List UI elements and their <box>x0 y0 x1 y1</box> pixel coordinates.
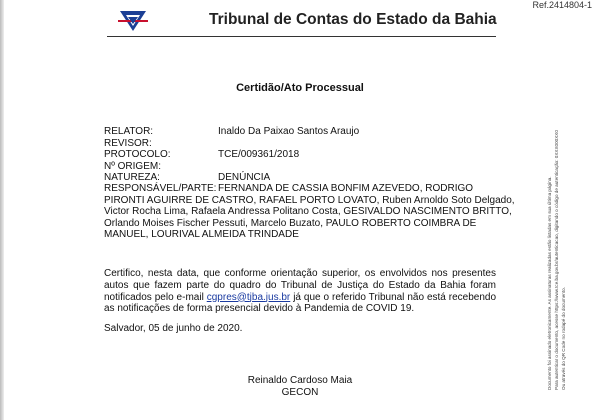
parties-label: RESPONSÁVEL/PARTE: <box>104 183 217 194</box>
document-title: Certidão/Ato Processual <box>236 82 364 94</box>
side-note-line-3: Ou através do QR Code no rodapé do documento. <box>561 287 566 390</box>
document-header <box>117 6 497 36</box>
organization-name: Tribunal de Contas do Estado da Bahia <box>209 11 497 28</box>
field-value-protocolo: TCE/009361/2018 <box>218 149 300 160</box>
field-value-natureza: DENÚNCIA <box>218 172 271 183</box>
field-label-relator: RELATOR: <box>104 126 154 137</box>
parties-line-2: PIRONTI AGUIRRE DE CASTRO, RAFAEL PORTO LOVATO, Ruben Arnoldo Soto Delgado, <box>104 194 515 206</box>
header-rule <box>107 36 496 37</box>
parties-line-3: Victor Rocha Lima, Rafaela Andressa Politano Costa, GESIVALDO NASCIMENTO BRITTO, <box>104 206 512 217</box>
field-label-natureza: NATUREZA: <box>104 172 160 183</box>
email-link[interactable]: cgpres@tjba.jus.br <box>206 291 291 303</box>
field-value-relator: Inaldo Da Paixao Santos Araujo <box>218 126 360 137</box>
field-label-origem: Nº ORIGEM: <box>104 160 161 172</box>
parties-line-5: MANUEL, LOURIVAL ALMEIDA TRINDADE <box>104 229 299 240</box>
tce-logo <box>117 8 149 34</box>
signer-unit: GECON <box>281 387 319 398</box>
side-note-line-1: Documento foi assinado eletronicamente. As assinaturas realizadas estão listadas em sua última página. <box>547 176 552 390</box>
certificate-text <box>104 268 496 315</box>
side-note-line-2: Para autenticar o documento, acesse https://www.tce.ba.gov.br/autenticacao, digitando o código de autenticação: 0XXX000XX0 <box>554 130 559 390</box>
field-label-protocolo: PROTOCOLO: <box>104 149 171 160</box>
parties-line-4: Orlando Moises Fischer Pessuti, Marcelo Buzato, PAULO ROBERTO COIMBRA DE <box>104 217 477 229</box>
certificate-text-after: já que o referido Tribunal não está recebendo as notificações de forma presencial devido à Pandemia de COVID 19. <box>104 291 497 315</box>
field-label-revisor: REVISOR: <box>104 137 152 149</box>
certificate-text-before: Certifico, nesta data, que conforme orientação superior, os envolvidos nos presentes autos que fazem parte do quadro do Tribunal de Justiça do Estado da Bahia foram notificados pelo e-mail <box>104 268 496 303</box>
date-line: Salvador, 05 de junho de 2020. <box>104 323 243 334</box>
signer-name: Reinaldo Cardoso Maia <box>247 375 353 386</box>
side-authentication-note <box>545 120 575 390</box>
reference-number: Ref.2414804-1 <box>532 0 592 10</box>
parties-line-1: FERNANDA DE CASSIA BONFIM AZEVEDO, RODRIGO <box>218 183 474 194</box>
page-shadow-edge <box>0 0 4 420</box>
